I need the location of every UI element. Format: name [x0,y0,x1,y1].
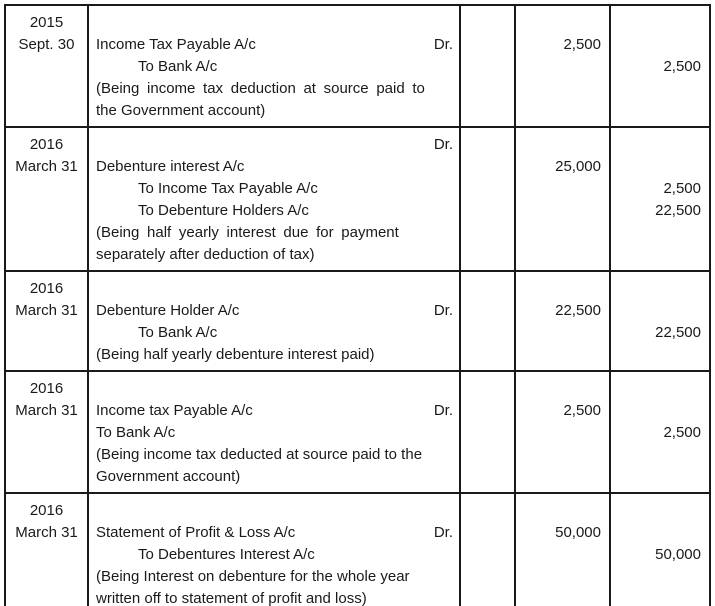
blank-line [96,378,453,400]
narration-line-text: Government account) [96,468,241,485]
account-title-line-text: Income Tax Payable A/c [96,36,256,53]
credit-amount: 2,500 [663,58,701,75]
debit-amount-cell [516,128,611,270]
narration-line-text: separately after deduction of tax) [96,246,315,263]
credit-account-line-text: To Debenture Holders A/c [138,202,309,219]
particulars-cell [89,494,461,606]
particulars-cell [89,128,461,270]
narration-line [96,466,453,488]
ledger-folio-cell [461,6,516,126]
debit-amount: 50,000 [555,524,601,541]
narration-line-text: (Being half yearly debenture interest paid) [96,346,375,363]
journal-entry-row [6,494,709,606]
dr-label: Dr. [433,36,453,53]
date-cell [6,272,89,370]
narration-line [96,444,453,466]
credit-account-line [96,200,453,222]
credit-amount: 2,500 [663,180,701,197]
credit-amount: 22,500 [655,202,701,219]
debit-amount: 22,500 [555,302,601,319]
debit-amount: 2,500 [563,36,601,53]
debit-amount-cell [516,494,611,606]
blank-line [96,278,453,300]
credit-account-line [96,56,453,78]
credit-account-line-text: To Debentures Interest A/c [138,546,315,563]
dr-label: Dr. [433,302,453,319]
entry-date: Sept. 30 [18,36,75,53]
credit-account-line-text: To Bank A/c [96,424,176,441]
entry-year: 2015 [29,14,64,31]
entry-year: 2016 [29,380,64,397]
credit-account-line [96,544,453,566]
ledger-folio-cell [461,494,516,606]
narration-line [96,100,453,122]
entry-date: March 31 [15,524,78,541]
account-title-line-text: Debenture interest A/c [96,158,245,175]
debit-amount: 25,000 [555,158,601,175]
entry-date: March 31 [15,158,78,175]
narration-line [96,344,453,366]
narration-line-text: the Government account) [96,102,266,119]
credit-account-line [96,422,453,444]
credit-account-line [96,322,453,344]
account-title-line-text: Income tax Payable A/c [96,402,253,419]
credit-amount: 2,500 [663,424,701,441]
credit-amount-cell [611,272,709,370]
journal-entry-row [6,372,709,494]
credit-amount-cell [611,494,709,606]
journal-entry-row [6,128,709,272]
journal-entry-row [6,272,709,372]
credit-amount: 50,000 [655,546,701,563]
narration-line-text: (Being half yearly interest due for payment [96,224,399,241]
account-title-line [96,300,453,322]
journal-entry-row [6,6,709,128]
credit-account-line-text: To Bank A/c [138,324,218,341]
account-title-line [96,400,453,422]
narration-line-text: (Being income tax deducted at source paid to the [96,446,423,463]
blank-line [96,500,453,522]
debit-amount-cell [516,6,611,126]
date-cell [6,372,89,492]
debit-amount-cell [516,372,611,492]
entry-year: 2016 [29,136,64,153]
narration-line-text: (Being income tax deduction at source paid to [96,80,425,97]
particulars-cell [89,272,461,370]
debit-amount-cell [516,272,611,370]
ledger-folio-cell [461,372,516,492]
narration-line [96,244,453,266]
particulars-cell [89,372,461,492]
entry-date: March 31 [15,302,78,319]
blank-line [96,12,453,34]
entry-date: March 31 [15,402,78,419]
account-title-line [96,522,453,544]
entry-year: 2016 [29,502,64,519]
credit-account-line [96,178,453,200]
narration-line [96,566,453,588]
credit-amount-cell [611,372,709,492]
narration-line-text: (Being Interest on debenture for the whole year [96,568,410,585]
dr-label: Dr. [433,402,453,419]
narration-line-text: written off to statement of profit and loss) [96,590,367,606]
entry-year: 2016 [29,280,64,297]
narration-line [96,588,453,606]
dr-label: Dr. [433,136,453,153]
narration-line [96,222,453,244]
credit-account-line-text: To Bank A/c [138,58,218,75]
date-cell [6,6,89,126]
credit-amount-cell [611,128,709,270]
account-title-line-text: Statement of Profit & Loss A/c [96,524,296,541]
account-title-line [96,156,453,178]
narration-line [96,78,453,100]
debit-amount: 2,500 [563,402,601,419]
dr-label: Dr. [433,524,453,541]
credit-amount: 22,500 [655,324,701,341]
credit-amount-cell [611,6,709,126]
credit-account-line-text: To Income Tax Payable A/c [138,180,318,197]
journal-entries-table [4,4,711,606]
blank-line [96,134,453,156]
account-title-line-text: Debenture Holder A/c [96,302,240,319]
date-cell [6,128,89,270]
ledger-folio-cell [461,272,516,370]
account-title-line [96,34,453,56]
date-cell [6,494,89,606]
ledger-folio-cell [461,128,516,270]
particulars-cell [89,6,461,126]
